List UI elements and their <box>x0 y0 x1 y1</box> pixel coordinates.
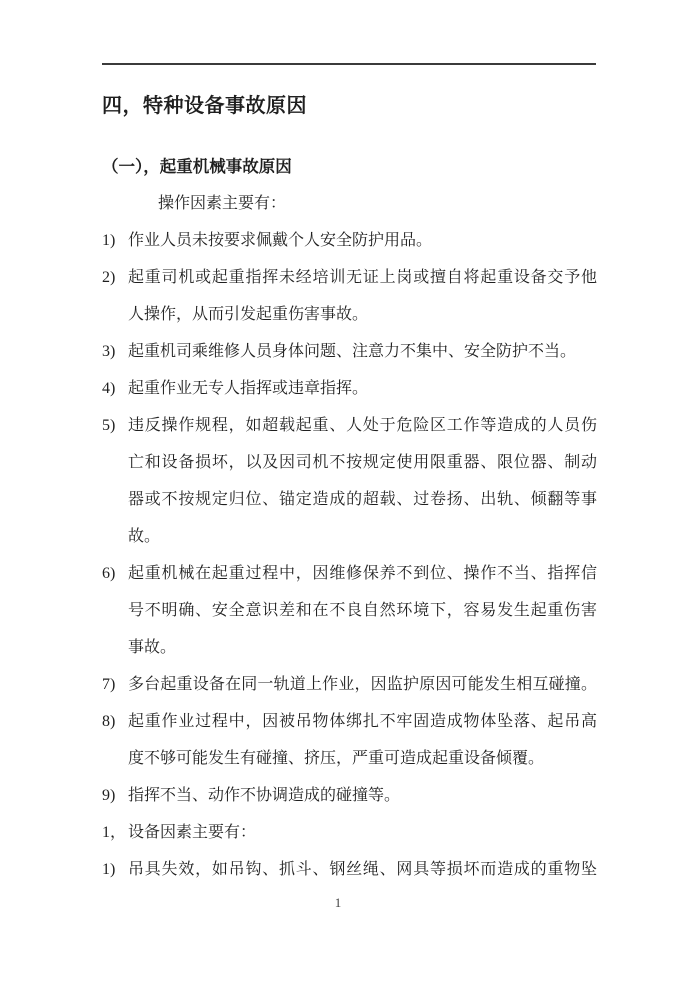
text-line <box>102 851 597 888</box>
list-marker: 4) <box>102 380 116 397</box>
text-line <box>102 555 597 592</box>
list-marker: 6) <box>102 565 116 582</box>
list-marker: 9) <box>102 787 116 804</box>
line-text: 设备因素主要有： <box>128 824 257 841</box>
list-marker <box>102 740 128 777</box>
line-text: 吊具失效，如吊钩、抓斗、钢丝绳、网具等损坏而造成的重物坠 <box>128 861 597 878</box>
line-text: 度不够可能发生有碰撞、挤压，严重可造成起重设备倾覆。 <box>128 750 545 767</box>
text-line <box>102 444 597 481</box>
text-line <box>102 259 597 296</box>
list-marker <box>102 592 128 629</box>
list-marker: 1) <box>102 232 116 249</box>
line-text: 起重作业无专人指挥或违章指挥。 <box>128 380 369 397</box>
line-text: 操作因素主要有： <box>158 195 287 212</box>
line-text: 器或不按规定归位、锚定造成的超载、过卷扬、出轨、倾翻等事 <box>128 491 597 508</box>
list-marker <box>102 629 128 666</box>
text-line <box>102 740 597 777</box>
list-marker: 5) <box>102 417 116 434</box>
document-title: 四，特种设备事故原因 <box>102 95 307 117</box>
intro-line <box>102 185 597 222</box>
line-text: 起重作业过程中，因被吊物体绑扎不牢固造成物体坠落、起吊高 <box>128 713 597 730</box>
list-marker <box>102 518 128 555</box>
list-marker: 1， <box>102 824 127 841</box>
list-marker: 3) <box>102 343 116 360</box>
line-text: 亡和设备损坏，以及因司机不按规定使用限重器、限位器、制动 <box>128 454 597 471</box>
line-text: 起重司机或起重指挥未经培训无证上岗或擅自将起重设备交予他 <box>128 269 597 286</box>
line-text: 起重机司乘维修人员身体问题、注意力不集中、安全防护不当。 <box>128 343 577 360</box>
text-line <box>102 407 597 444</box>
line-text: 事故。 <box>128 639 177 656</box>
text-line <box>102 370 597 407</box>
list-marker: 1) <box>102 861 116 878</box>
text-line <box>102 222 597 259</box>
list-marker <box>102 481 128 518</box>
page-number: 1 <box>334 895 342 910</box>
text-line <box>102 629 597 666</box>
text-line <box>102 592 597 629</box>
text-line <box>102 703 597 740</box>
line-text: 多台起重设备在同一轨道上作业，因监护原因可能发生相互碰撞。 <box>128 676 597 693</box>
text-line <box>102 481 597 518</box>
text-line <box>102 814 597 851</box>
line-text: 违反操作规程，如超载起重、人处于危险区工作等造成的人员伤 <box>128 417 597 434</box>
line-text: 起重机械在起重过程中，因维修保养不到位、操作不当、指挥信 <box>128 565 597 582</box>
list-marker: 8) <box>102 713 116 730</box>
list-marker <box>102 296 128 333</box>
top-rule <box>102 63 596 65</box>
line-text: 指挥不当、动作不协调造成的碰撞等。 <box>128 787 401 804</box>
line-text: 人操作，从而引发起重伤害事故。 <box>128 306 369 323</box>
body-text <box>102 185 597 888</box>
line-text: 故。 <box>128 528 161 545</box>
line-text: 号不明确、安全意识差和在不良自然环境下，容易发生起重伤害 <box>128 602 597 619</box>
line-text: 作业人员未按要求佩戴个人安全防护用品。 <box>128 232 433 249</box>
text-line <box>102 777 597 814</box>
text-line <box>102 666 597 703</box>
list-marker <box>102 444 128 481</box>
list-marker: 2) <box>102 269 116 286</box>
text-line <box>102 333 597 370</box>
text-line <box>102 296 597 333</box>
list-marker: 7) <box>102 676 116 693</box>
text-line <box>102 518 597 555</box>
section-heading: （一），起重机械事故原因 <box>102 157 292 176</box>
